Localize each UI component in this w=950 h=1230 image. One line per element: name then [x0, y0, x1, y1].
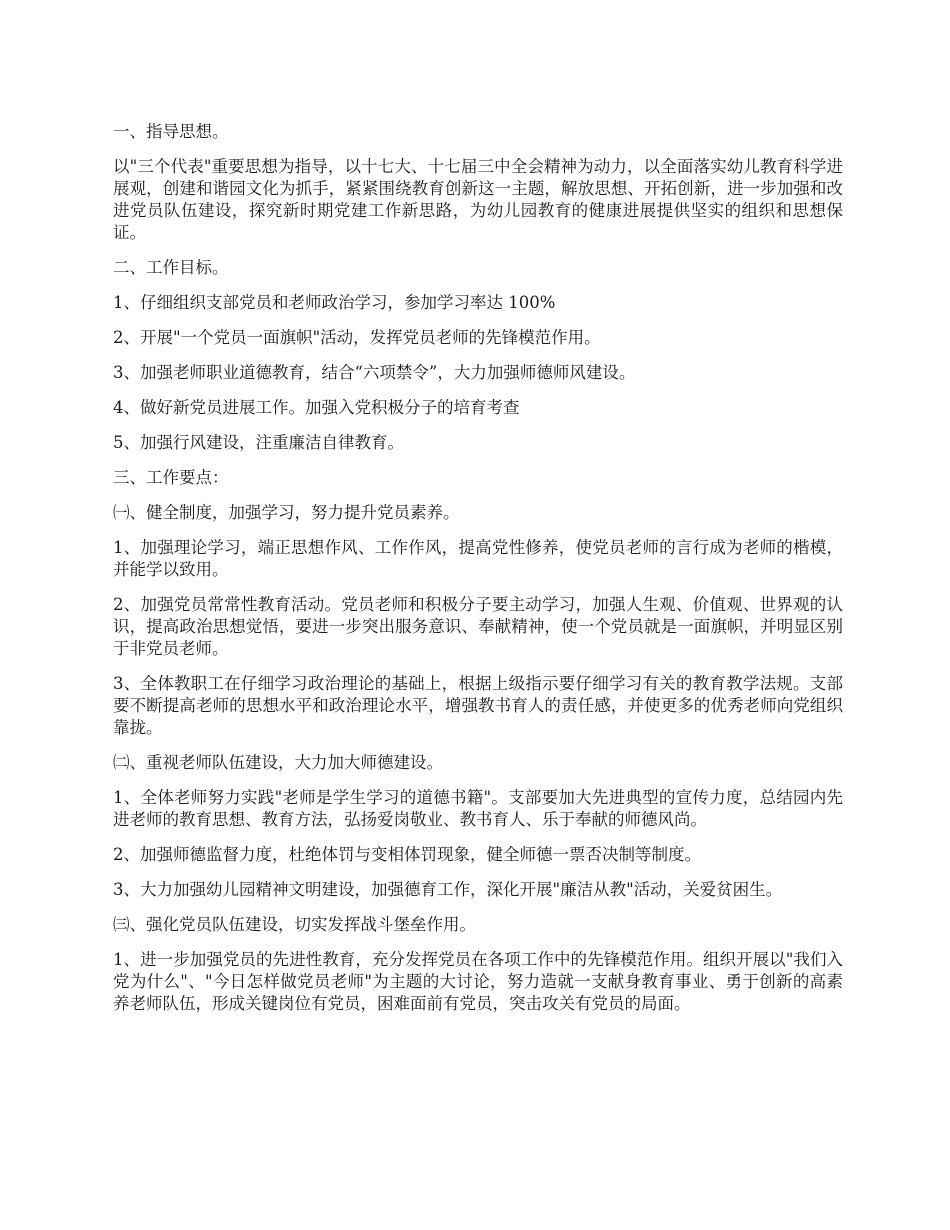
goal-item-2: 2、开展"一个党员一面旗帜"活动，发挥党员老师的先锋模范作用。	[113, 328, 601, 347]
goal-item-4: 4、做好新党员进展工作。加强入党积极分子的培育考查	[113, 398, 520, 417]
paragraph: 1、加强理论学习，端正思想作风、工作作风，提高党性修养，使党员老师的言行成为老师的楷模，并能学以致用。	[113, 538, 843, 579]
goal-item-1: 1、仔细组织支部党员和老师政治学习，参加学习率达 100%	[113, 293, 556, 312]
section-heading-work-points: 三、工作要点：	[113, 468, 229, 487]
section-heading-work-goals: 二、工作目标。	[113, 258, 229, 277]
paragraph: 2、加强党员常常性教育活动。党员老师和积极分子要主动学习，加强人生观、价值观、世界观的认识，提高政治思想觉悟，要进一步突出服务意识、奉献精神，使一个党员就是一面旗帜，并明显区别于非党员老师。	[113, 595, 843, 658]
paragraph: 3、大力加强幼儿园精神文明建设，加强德育工作，深化开展"廉洁从教"活动，关爱贫困生。	[113, 880, 783, 899]
paragraph: 以"三个代表"重要思想为指导，以十七大、十七届三中全会精神为动力，以全面落实幼儿教育科学进展观，创建和谐园文化为抓手，紧紧围绕教育创新这一主题，解放思想、开拓创新，进一步加强和改进党员队伍建设，探究新时期党建工作新思路，为幼儿园教育的健康进展提供坚实的组织和思想保证。	[113, 157, 843, 242]
paragraph: 1、进一步加强党员的先进性教育，充分发挥党员在各项工作中的先锋模范作用。组织开展以"我们入党为什么"、"今日怎样做党员老师"为主题的大讨论，努力造就一支献身教育事业、勇于创新的高素养老师队伍，形成关键岗位有党员，困难面前有党员，突击攻关有党员的局面。	[113, 950, 843, 1013]
goal-item-5: 5、加强行风建设，注重廉洁自律教育。	[113, 433, 404, 452]
paragraph: 2、加强师德监督力度，杜绝体罚与变相体罚现象，健全师德一票否决制等制度。	[113, 845, 701, 864]
subsection-heading-3: ㈢、强化党员队伍建设，切实发挥战斗堡垒作用。	[113, 915, 476, 934]
paragraph: 3、全体教职工在仔细学习政治理论的基础上，根据上级指示要仔细学习有关的教育教学法规。支部要不断提高老师的思想水平和政治理论水平，增强教书育人的责任感，并使更多的优秀老师向党组织靠拢。	[113, 674, 843, 737]
goal-item-3: 3、加强老师职业道德教育，结合“六项禁令”，大力加强师德师风建设。	[113, 363, 636, 382]
subsection-heading-1: ㈠、健全制度，加强学习，努力提升党员素养。	[113, 503, 460, 522]
paragraph: 1、全体老师努力实践"老师是学生学习的道德书籍"。支部要加大先进典型的宣传力度，总结园内先进老师的教育思想、教育方法，弘扬爱岗敬业、教书育人、乐于奉献的师德风尚。	[113, 788, 843, 829]
section-heading-guiding-ideology: 一、指导思想。	[113, 122, 229, 141]
subsection-heading-2: ㈡、重视老师队伍建设，大力加大师德建设。	[113, 753, 443, 772]
document-body	[113, 121, 843, 1028]
